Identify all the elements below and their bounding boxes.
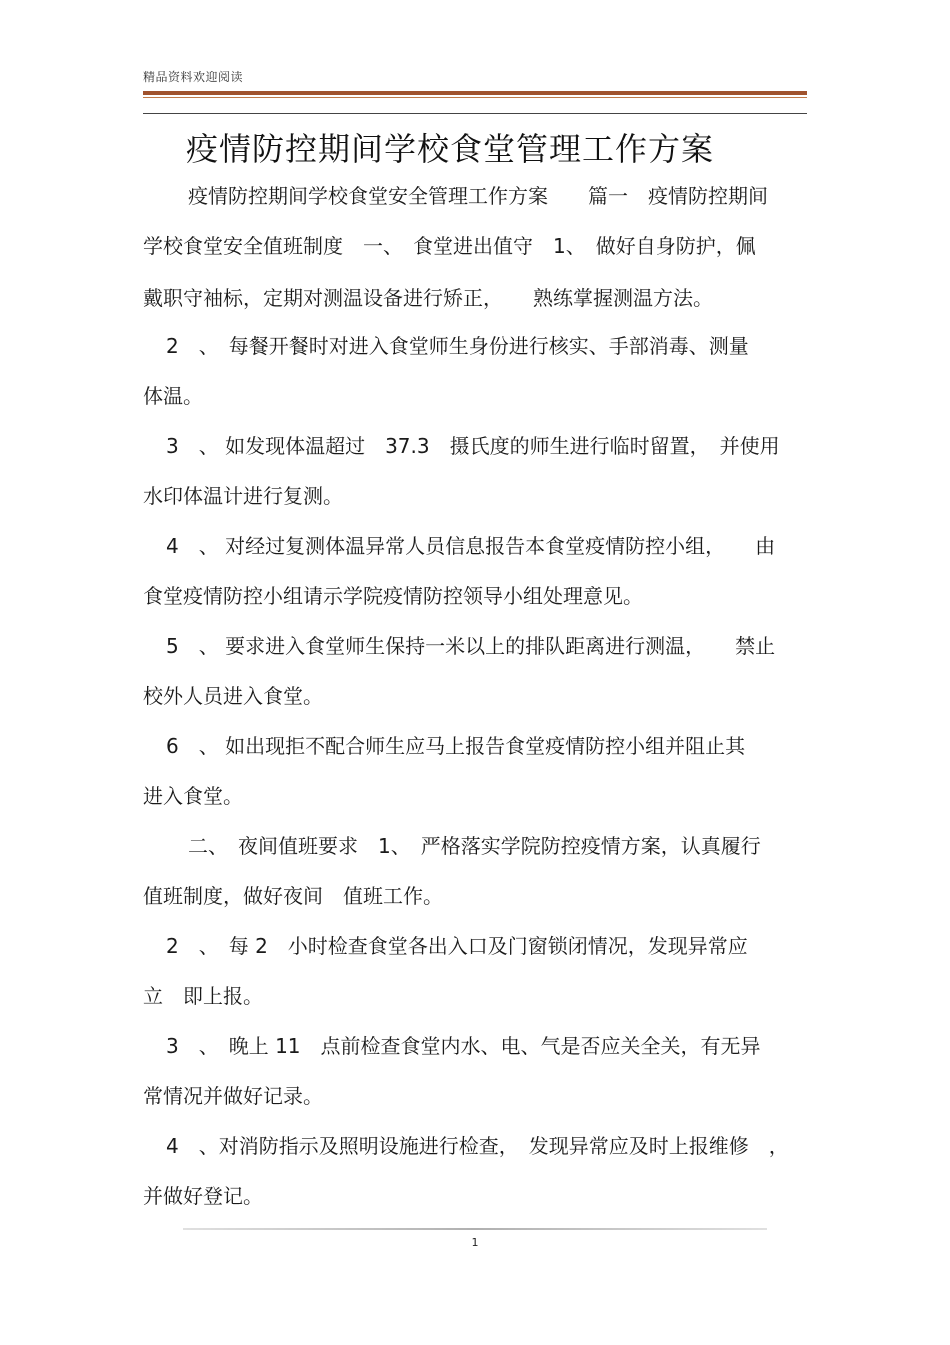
paragraph-line: 3 、 晚上 11 点前检查食堂内水、电、气是否应关全关，有无异 [166, 1034, 761, 1058]
paragraph-line: 戴职守袖标，定期对测温设备进行矫正， 熟练掌握测温方法。 [143, 286, 713, 310]
paragraph-line: 立 即上报。 [143, 984, 263, 1008]
paragraph-line: 3 、 如发现体温超过 37.3 摄氏度的师生进行临时留置， 并使用 [166, 434, 780, 458]
header-rule-thin [143, 97, 807, 98]
paragraph-line: 4 、对消防指示及照明设施进行检查， 发现异常应及时上报维修 ， [166, 1134, 789, 1158]
paragraph-line: 水印体温计进行复测。 [143, 484, 343, 508]
paragraph-line: 校外人员进入食堂。 [143, 684, 323, 708]
paragraph-line: 2 、 每 2 小时检查食堂各出入口及门窗锁闭情况，发现异常应 [166, 934, 748, 958]
paragraph-line: 6 、 如出现拒不配合师生应马上报告食堂疫情防控小组并阻止其 [166, 734, 746, 758]
page-header-label: 精品资料欢迎阅读 [143, 70, 244, 84]
document-title: 疫情防控期间学校食堂管理工作方案 [185, 130, 714, 168]
header-rule-bottom [143, 113, 807, 114]
paragraph-line: 进入食堂。 [143, 784, 243, 808]
paragraph-line: 体温。 [143, 384, 203, 408]
paragraph-line: 学校食堂安全值班制度 一、 食堂进出值守 1、 做好自身防护，佩 [143, 234, 756, 258]
paragraph-line: 常情况并做好记录。 [143, 1084, 323, 1108]
paragraph-line: 疫情防控期间学校食堂安全管理工作方案 篇一 疫情防控期间 [188, 184, 768, 208]
paragraph-line: 5 、 要求进入食堂师生保持一米以上的排队距离进行测温， 禁止 [166, 634, 776, 658]
paragraph-line: 二、 夜间值班要求 1、 严格落实学院防控疫情方案，认真履行 [188, 834, 761, 858]
paragraph-line: 4 、 对经过复测体温异常人员信息报告本食堂疫情防控小组， 由 [166, 534, 776, 558]
footer-rule [183, 1228, 767, 1230]
paragraph-line: 并做好登记。 [143, 1184, 263, 1208]
page-number: 1 [471, 1236, 479, 1249]
paragraph-line: 食堂疫情防控小组请示学院疫情防控领导小组处理意见。 [143, 584, 643, 608]
paragraph-line: 值班制度，做好夜间 值班工作。 [143, 884, 443, 908]
header-rule-thick [143, 91, 807, 95]
paragraph-line: 2 、 每餐开餐时对进入食堂师生身份进行核实、手部消毒、测量 [166, 334, 749, 358]
